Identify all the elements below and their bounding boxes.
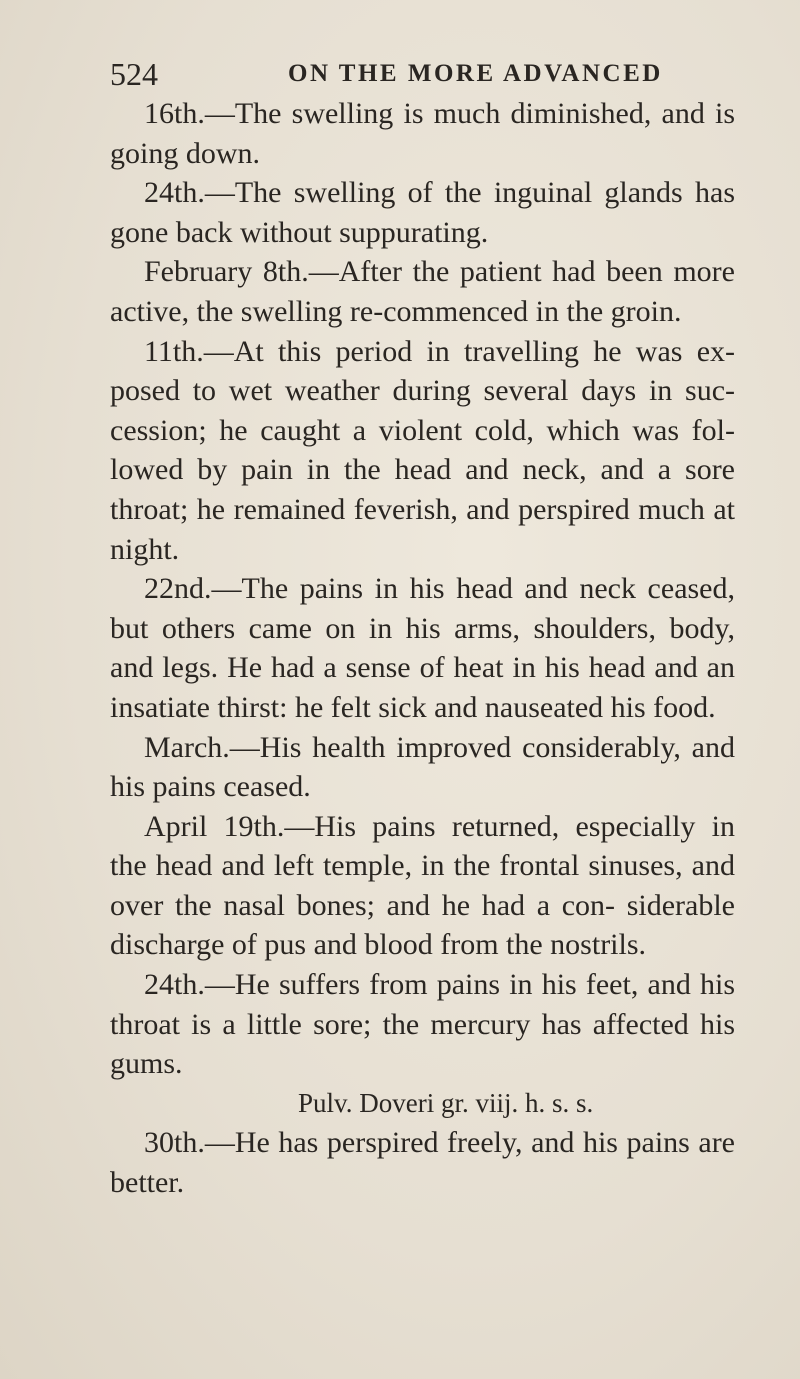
paragraph: 30th.—He has perspired freely, and his pains are better. [110,1126,735,1200]
page-number: 524 [110,56,158,92]
paragraph: February 8th.—After the patient had been more active, the swelling re-commenced in the groin. [110,255,735,328]
paragraph: March.—His health improved considerably, and his pains ceased. [110,730,735,804]
running-head: ON THE MORE ADVANCED [288,60,663,87]
paragraph: 16th.—The swelling is much diminished, and is going down. [110,97,735,170]
prescription-line: Pulv. Doveri gr. viij. h. s. s. [298,1087,594,1118]
paragraph: 24th.—The swelling of the inguinal glands has gone back without suppurating. [110,176,735,249]
page-header [110,54,710,94]
paragraph: 11th.—At this period in travelling he was ex- posed to wet weather during several days in suc- cession; he caught a violent cold, which was fol- lowed by pain in the head and neck, and a sore throat; he remained feverish, and perspired much at night. [110,334,735,566]
paragraph: 24th.—He suffers from pains in his feet, and his throat is a little sore; the mercury has affected his gums. [110,968,735,1081]
page-body [110,94,735,1203]
paragraph: April 19th.—His pains returned, especially in the head and left temple, in the frontal sinuses, and over the nasal bones; and he had a con- siderable discharge of pus and blood from the nostrils. [110,809,735,962]
paragraph: 22nd.—The pains in his head and neck ceased, but others came on in his arms, shoulders, body, and legs. He had a sense of heat in his head and an insatiate thirst: he felt sick and nauseated his food. [110,572,735,724]
